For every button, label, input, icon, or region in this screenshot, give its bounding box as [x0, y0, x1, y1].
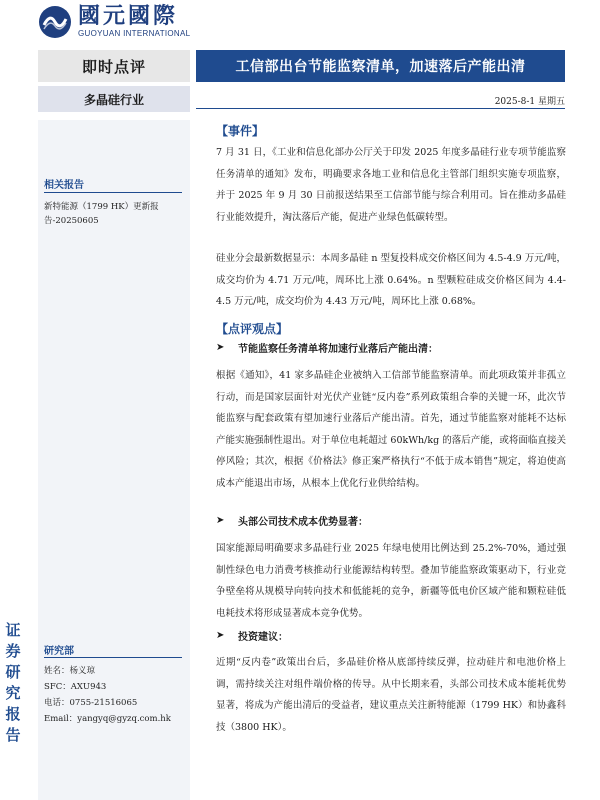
- analyst-info: [44, 663, 171, 727]
- logo-en-text: GUOYUAN INTERNATIONAL: [78, 29, 191, 38]
- view-paragraph-3: 近期“反内卷”政策出台后，多晶硅价格从底部持续反弹，拉动硅片和电池价格上调，需持续关注对组件端价格的传导。从中长期来看，头部公司技术成本能耗优势显著，将成为产能出清后的受益者，建议重点关注新特能源（1799 HK）和协鑫科技（3800 HK）。: [216, 657, 566, 733]
- arrow-bullet-icon: ➤: [216, 630, 225, 641]
- view-heading: 【点评观点】: [216, 322, 289, 336]
- report-date: 2025-8-1 星期五: [494, 97, 565, 107]
- vertical-report-label: [0, 620, 26, 750]
- vertical-char: 究: [5, 684, 21, 702]
- report-title: 工信部出台节能监察清单，加速落后产能出清: [196, 50, 565, 82]
- arrow-bullet-icon: ➤: [216, 515, 225, 526]
- analyst-sfc: SFC：AXU943: [44, 682, 107, 692]
- bullet-cost-advantage: [216, 513, 566, 528]
- sub-header: [38, 86, 565, 112]
- vertical-char: 报: [5, 705, 21, 723]
- header-divider: [196, 108, 565, 109]
- bullet-text: 头部公司技术成本优势显著：: [238, 517, 368, 528]
- related-reports-title: 相关报告: [44, 180, 84, 191]
- event-heading: 【事件】: [216, 124, 265, 138]
- related-report-link[interactable]: 新特能源（1799 HK）更新报告-20250605: [44, 202, 159, 226]
- sidebar: [38, 120, 190, 800]
- vertical-char: 证: [5, 621, 21, 639]
- vertical-char: 告: [5, 726, 21, 744]
- event-paragraph-1: 7 月 31 日，《工业和信息化部办公厅关于印发 2025 年度多晶硅行业专项节能监察任务清单的通知》发布，明确要求各地工业和信息化主管部门组织实施专项监察，并于 2025 年 9 月 30 日前报送结果至工信部节能与综合利用司。旨在推动多晶硅行业能效提升，淘汰落后产能，促进产业绿色低碳转型。: [216, 147, 566, 223]
- vertical-char: 研: [5, 663, 21, 681]
- vertical-char: 券: [5, 642, 21, 660]
- industry-label: 多晶硅行业: [38, 86, 190, 112]
- arrow-bullet-icon: ➤: [216, 342, 225, 353]
- bullet-energy-inspection: [216, 340, 566, 355]
- analyst-email[interactable]: Email：yangyq@gyzq.com.hk: [44, 714, 171, 724]
- related-divider: [44, 192, 182, 193]
- report-header: [38, 50, 565, 82]
- report-type: 即时点评: [38, 50, 190, 82]
- logo-cn-text: 國元國際: [78, 4, 179, 29]
- bullet-text: 投资建议：: [238, 632, 288, 643]
- company-logo: [38, 4, 190, 40]
- analyst-divider: [44, 657, 182, 658]
- view-paragraph-1: 根据《通知》，41 家多晶硅企业被纳入工信部节能监察清单。而此项政策并非孤立行动，而是国家层面针对光伏产业链“反内卷”系列政策组合拳的关键一环，此次节能监察与配套政策有望加速行业落后产能出清。首先，通过节能监察对能耗不达标产能实施强制性退出。对于单位电耗超过 60kWh/kg 的落后产能，或将面临直接关停风险；其次，根据《价格法》修正案严格执行“不低于成本销售”规定，将迫使高成本产能退出市场，从根本上优化行业供给结构。: [216, 370, 566, 489]
- analyst-name: 姓名：杨义琼: [44, 666, 96, 676]
- view-paragraph-2: 国家能源局明确要求多晶硅行业 2025 年绿电使用比例达到 25.2%-70%，通过强制性绿色电力消费考核推动行业能源结构转型。叠加节能监察政策驱动下，行业竞争壁垒将从规模导向转向技术和低能耗的竞争，新疆等低电价区域产能和颗粒硅低电耗技术将形成显著成本竞争优势。: [216, 543, 566, 619]
- analyst-title: 研究部: [44, 646, 74, 657]
- analyst-phone: 电话：0755-21516065: [44, 698, 138, 708]
- bullet-investment-advice: [216, 628, 566, 643]
- guoyuan-logo-icon: [38, 5, 72, 39]
- bullet-text: 节能监察任务清单将加速行业落后产能出清：: [238, 344, 438, 355]
- event-paragraph-2: 硅业分会最新数据显示：本周多晶硅 n 型复投料成交价格区间为 4.5-4.9 万元/吨，成交均价为 4.71 万元/吨，周环比上涨 0.64%。n 型颗粒硅成交价格区间为 4.4-4.5 万元/吨，成交均价为 4.43 万元/吨，周环比上涨 0.68%。: [216, 253, 566, 307]
